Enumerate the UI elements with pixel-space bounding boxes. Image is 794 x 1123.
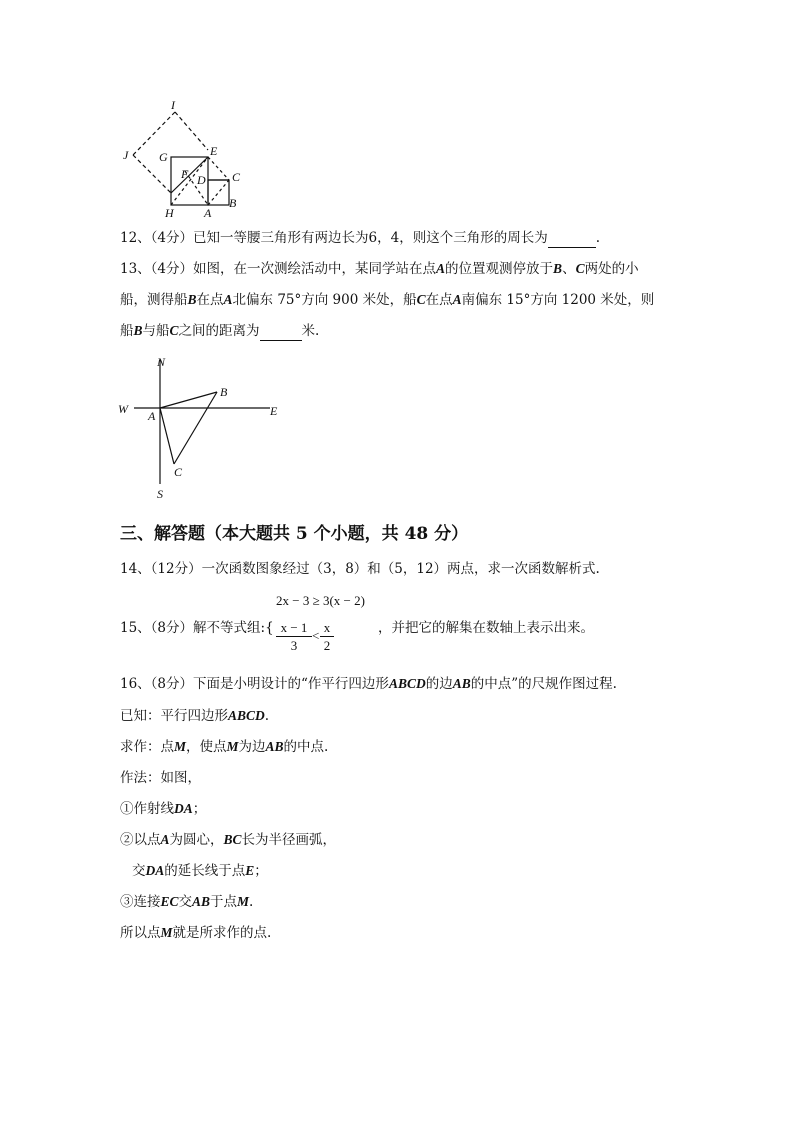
text: ；	[254, 863, 268, 879]
step-2-cont	[132, 861, 268, 881]
text: 交	[178, 894, 193, 910]
question-15	[120, 618, 274, 638]
text: 求作：点	[120, 739, 174, 755]
label-D: D	[197, 173, 206, 187]
segment-AB: AB	[265, 739, 284, 754]
question-14	[120, 559, 600, 579]
shape-ABCD: ABCD	[228, 708, 265, 723]
segment-AB: AB	[192, 894, 211, 909]
label-J: J	[123, 148, 129, 162]
question-13-line2	[120, 290, 654, 310]
text: 所以点	[120, 925, 161, 941]
shape-ABCD: ABCD	[388, 676, 426, 691]
label-G: G	[159, 150, 168, 164]
point-C: C	[575, 261, 585, 276]
label-A: A	[204, 206, 212, 220]
label-B: B	[220, 385, 228, 399]
segment-AB: AB	[452, 676, 471, 691]
step-2	[120, 830, 336, 850]
text: 如图，在一次测绘活动中，某同学站在点	[193, 261, 437, 277]
brace: {	[265, 620, 274, 636]
label-E: E	[270, 404, 278, 418]
text: 、	[562, 261, 576, 277]
question-number: 13、（4分）	[120, 261, 194, 277]
question-13-line3	[120, 321, 319, 341]
text: 于点	[210, 894, 238, 910]
text: 下面是小明设计的“作平行四边形	[193, 676, 389, 692]
text: 船，测得船	[120, 292, 188, 308]
label-E: E	[210, 144, 218, 158]
step-3	[120, 892, 253, 912]
point-B: B	[553, 261, 563, 276]
text: 在点	[425, 292, 453, 308]
text: 就是所求作的点.	[172, 925, 272, 941]
text: 之间的距离为	[178, 323, 260, 339]
given-line	[120, 706, 269, 726]
ray-DA: DA	[174, 801, 193, 816]
text: 的延长线于点	[164, 863, 246, 879]
label-F: F	[181, 167, 189, 181]
point-A: A	[452, 292, 462, 307]
point-A: A	[436, 261, 446, 276]
answer-blank[interactable]	[548, 233, 596, 248]
text: .	[249, 894, 254, 910]
point-C: C	[416, 292, 426, 307]
text: 的边	[425, 676, 453, 692]
question-15-tail: ，并把它的解集在数轴上表示出来。	[378, 620, 594, 636]
text: ，使点	[186, 739, 227, 755]
question-12	[120, 228, 600, 248]
step-1	[120, 799, 206, 819]
question-13-line1	[120, 259, 639, 279]
text: 与船	[142, 323, 170, 339]
label-B: B	[229, 196, 237, 210]
ray-DA: DA	[145, 863, 165, 878]
fraction-1	[276, 619, 312, 655]
text: ③连接	[120, 894, 161, 910]
text: 交	[132, 863, 146, 879]
text: 的位置观测停放于	[445, 261, 554, 277]
fraction-numerator: x	[320, 619, 334, 637]
text: 两处的小	[584, 261, 639, 277]
label-I: I	[171, 98, 175, 112]
question-number: 16、（8分）	[120, 676, 194, 692]
method-line: 作法：如图，	[120, 770, 201, 786]
point-A: A	[223, 292, 233, 307]
segment-EC: EC	[160, 894, 179, 909]
less-than-sign: <	[312, 628, 320, 643]
fraction-denominator: 2	[323, 638, 331, 653]
fraction-denominator: 3	[290, 638, 298, 653]
text: 米.	[301, 323, 320, 339]
label-C: C	[174, 465, 183, 479]
text: ①作射线	[120, 801, 174, 817]
point-M: M	[237, 894, 250, 909]
point-B: B	[187, 292, 197, 307]
section-heading: 三、解答题（本大题共 5 个小题，共 48 分）	[120, 524, 469, 544]
text: 的中点.	[283, 739, 329, 755]
text: 为圆心，	[169, 832, 224, 848]
label-C: C	[232, 170, 241, 184]
point-C: C	[169, 323, 179, 338]
question-text: 已知一等腰三角形有两边长为6，4，则这个三角形的周长为	[193, 230, 548, 246]
label-A: A	[148, 409, 156, 423]
label-N: N	[157, 355, 166, 369]
question-16	[120, 674, 617, 694]
text: .	[264, 708, 270, 724]
answer-blank[interactable]	[260, 326, 302, 341]
question-number: 15、（8分）	[120, 620, 194, 636]
point-A: A	[160, 832, 170, 847]
question-text: 一次函数图象经过（3，8）和（5，12）两点，求一次函数解析式.	[201, 561, 600, 577]
point-E: E	[245, 863, 255, 878]
text: 的中点”的尺规作图过程.	[470, 676, 617, 692]
question-number: 12、（4分）	[120, 230, 194, 246]
fraction-2	[320, 619, 334, 655]
figure-compass	[112, 352, 292, 504]
text: 船	[120, 323, 134, 339]
inequality-1: 2x − 3 ≥ 3(x − 2)	[276, 593, 365, 608]
point-M: M	[160, 925, 173, 940]
text: ；	[192, 801, 207, 817]
text: ②以点	[120, 832, 161, 848]
text: 已知：平行四边形	[120, 708, 228, 724]
figure-squares	[115, 95, 255, 220]
point-B: B	[133, 323, 143, 338]
text: 在点	[196, 292, 224, 308]
label-W: W	[118, 402, 128, 416]
text: 北偏东 75°方向 900 米处，船	[232, 292, 417, 308]
label-S: S	[157, 487, 163, 501]
text: 南偏东 15°方向 1200 米处，则	[461, 292, 655, 308]
text: 长为半径画弧，	[241, 832, 337, 848]
point-M: M	[174, 739, 187, 754]
conclusion	[120, 923, 271, 943]
fraction-numerator: x − 1	[276, 619, 312, 637]
period: .	[595, 230, 601, 246]
question-number: 14、（12分）	[120, 561, 202, 577]
required-line	[120, 737, 328, 757]
segment-BC: BC	[223, 832, 242, 847]
label-H: H	[165, 206, 174, 220]
point-M: M	[226, 739, 239, 754]
text: 为边	[238, 739, 266, 755]
text: 解不等式组:	[193, 620, 266, 636]
